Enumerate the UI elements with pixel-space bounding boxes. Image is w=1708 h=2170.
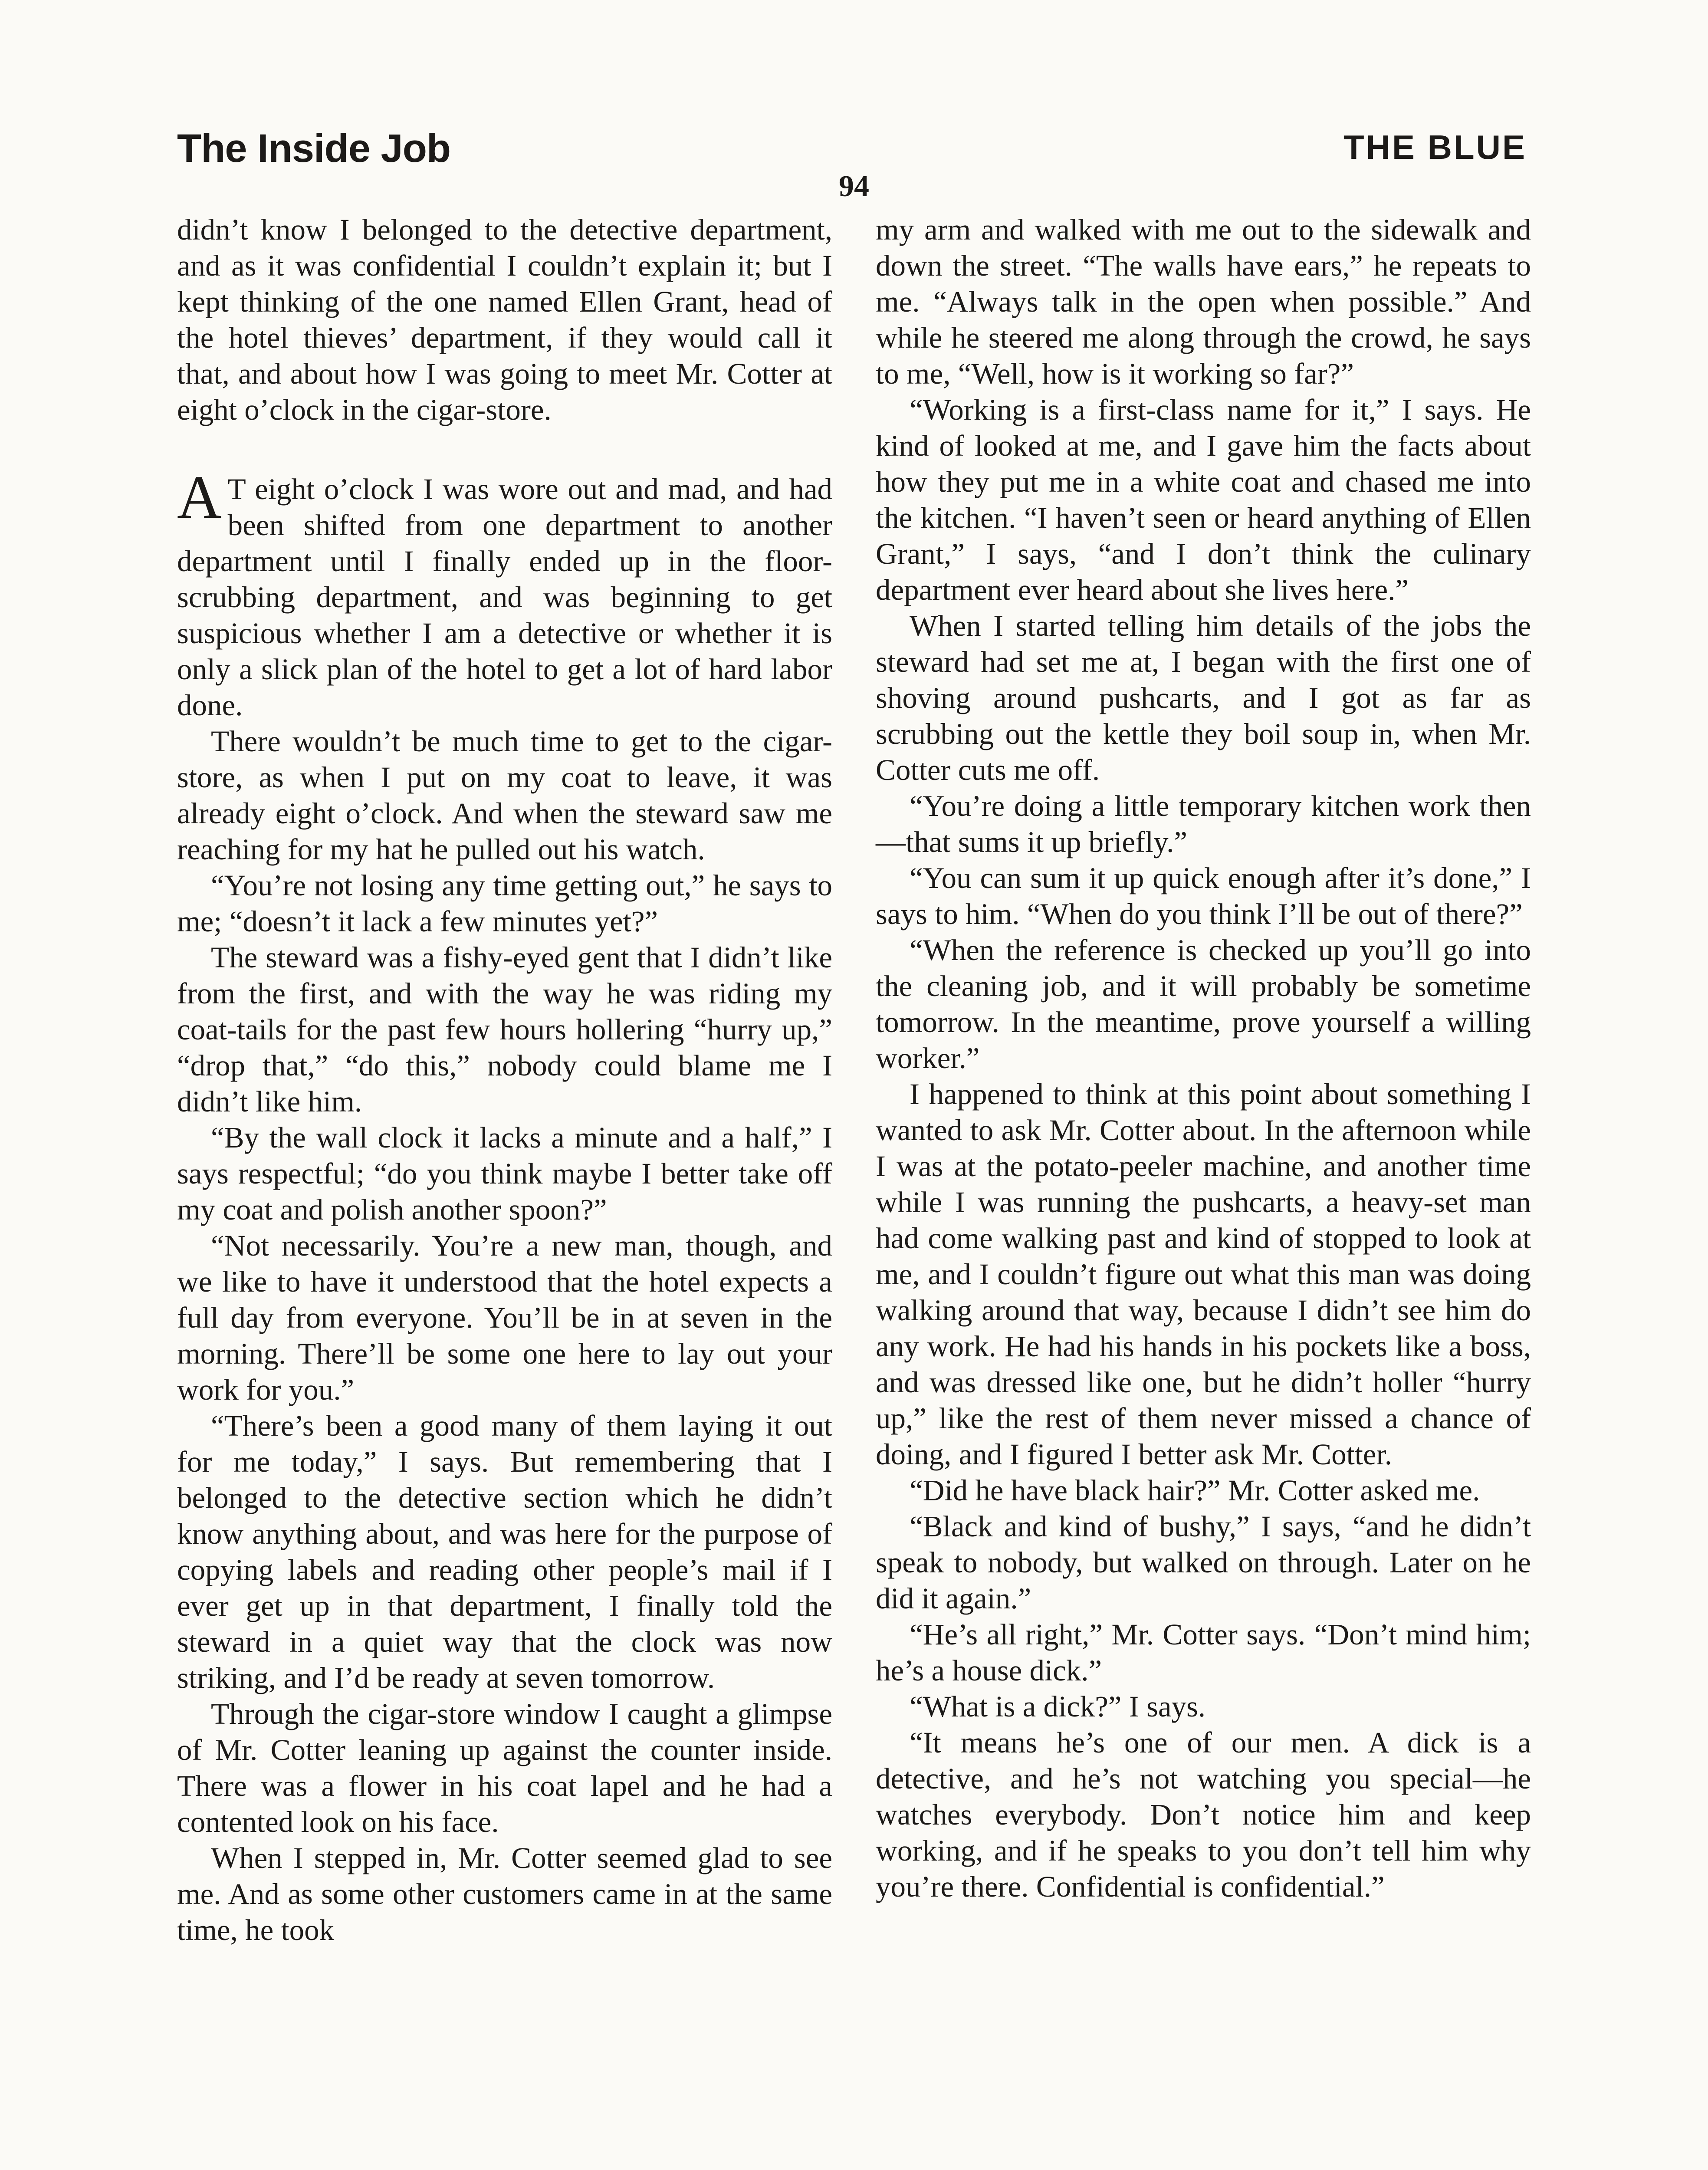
paragraph: didn’t know I belonged to the detective department, and as it was confidential I couldn’t explain it; but I kept thinking of the one named Ellen Grant, head of the hotel thieves’ department, if they would call it that, and about how I was going to meet Mr. Cotter at eight o’clock in the cigar-store. xyxy=(177,213,832,426)
paragraph: “By the wall clock it lacks a minute and a half,” I says respectful; “do you think maybe I better take off my coat and polish another spoon?” xyxy=(177,1121,832,1226)
paragraph: Through the cigar-store window I caught a glimpse of Mr. Cotter leaning up against the counter inside. There was a flower in his coat lapel and he had a contented look on his face. xyxy=(177,1697,832,1838)
section-paragraph xyxy=(177,463,832,723)
paragraph: When I stepped in, Mr. Cotter seemed glad to see me. And as some other customers came in at the same time, he took xyxy=(177,1841,832,1946)
story-title: The Inside Job xyxy=(177,126,451,171)
left-column xyxy=(177,212,832,1948)
paragraph: “You can sum it up quick enough after it’s done,” I says to him. “When do you think I’ll be out of there?” xyxy=(876,861,1531,930)
paragraph: “Working is a first-class name for it,” I says. He kind of looked at me, and I gave him the facts about how they put me in a white coat and chased me into the kitchen. “I haven’t seen or heard anything of Ellen Grant,” I says, “and I don’t think the culinary department ever heard about she lives here.” xyxy=(876,393,1531,606)
paragraph: “You’re not losing any time getting out,” he says to me; “doesn’t it lack a few minutes yet?” xyxy=(177,869,832,938)
paragraph: “He’s all right,” Mr. Cotter says. “Don’t mind him; he’s a house dick.” xyxy=(876,1618,1531,1687)
paragraph: There wouldn’t be much time to get to the cigar-store, as when I put on my coat to leave, it was already eight o’clock. And when the steward saw me reaching for my hat he pulled out his watch. xyxy=(177,725,832,866)
paragraph: “Black and kind of bushy,” I says, “and he didn’t speak to nobody, but walked on through. Later on he did it again.” xyxy=(876,1510,1531,1615)
paragraph: When I started telling him details of the jobs the steward had set me at, I began with the first one of shoving around pushcarts, and I got as far as scrubbing out the kettle they boil soup in, when Mr. Cotter cuts me off. xyxy=(876,609,1531,786)
paragraph: “What is a dick?” I says. xyxy=(910,1690,1206,1723)
paragraph-text: T eight o’clock I was wore out and mad, and had been shifted from one department to another department until I finally ended up in the floor-scrubbing department, and was beginning to get suspicious whether I am a detective or whether it is only a slick plan of the hotel to get a lot of hard labor done. xyxy=(177,473,832,722)
paragraph: “When the reference is checked up you’ll go into the cleaning job, and it will probably be sometime tomorrow. In the meantime, prove yourself a willing worker.” xyxy=(876,934,1531,1075)
paragraph: The steward was a fishy-eyed gent that I didn’t like from the first, and with the way he was riding my coat-tails for the past few hours hollering “hurry up,” “drop that,” “do this,” nobody could blame me I didn’t like him. xyxy=(177,941,832,1118)
paragraph: “It means he’s one of our men. A dick is a detective, and he’s not watching you special—he watches everybody. Don’t notice him and keep working, and if he speaks to you don’t tell him why you’re there. Confidential is confidential.” xyxy=(876,1726,1531,1903)
paragraph: “You’re doing a little temporary kitchen work then—that sums it up briefly.” xyxy=(876,789,1531,858)
paragraph: “Did he have black hair?” Mr. Cotter asked me. xyxy=(910,1474,1480,1507)
paragraph: my arm and walked with me out to the sidewalk and down the street. “The walls have ears,” he repeats to me. “Always talk in the open when possible.” And while he steered me along through the crowd, he says to me, “Well, how is it working so far?” xyxy=(876,213,1531,390)
page-number: 94 xyxy=(839,170,869,203)
paragraph: “Not necessarily. You’re a new man, though, and we like to have it understood that the hotel expects a full day from everyone. You’ll be in at seven in the morning. There’ll be some one here to lay out your work for you.” xyxy=(177,1229,832,1406)
paragraph: I happened to think at this point about something I wanted to ask Mr. Cotter about. In the afternoon while I was at the potato-peeler machine, and another time while I was running the pushcarts, a heavy-set man had come walking past and kind of stopped to look at me, and I couldn’t figure out what this man was doing walking around that way, because I didn’t see him do any work. He had his hands in his pockets like a boss, and was dressed like one, but he didn’t holler “hurry up,” like the rest of them never missed a chance of doing, and I figured I better ask Mr. Cotter. xyxy=(876,1078,1531,1471)
paragraph: “There’s been a good many of them laying it out for me today,” I says. But remembering that I belonged to the detective section which he didn’t know anything about, and was here for the purpose of copying labels and reading other people’s mail if I ever get up in that department, I finally told the steward in a quiet way that the clock was now striking, and I’d be ready at seven tomorrow. xyxy=(177,1409,832,1694)
magazine-title: THE BLUE xyxy=(1343,128,1527,166)
right-column xyxy=(876,212,1531,1905)
drop-cap: A xyxy=(177,463,222,531)
